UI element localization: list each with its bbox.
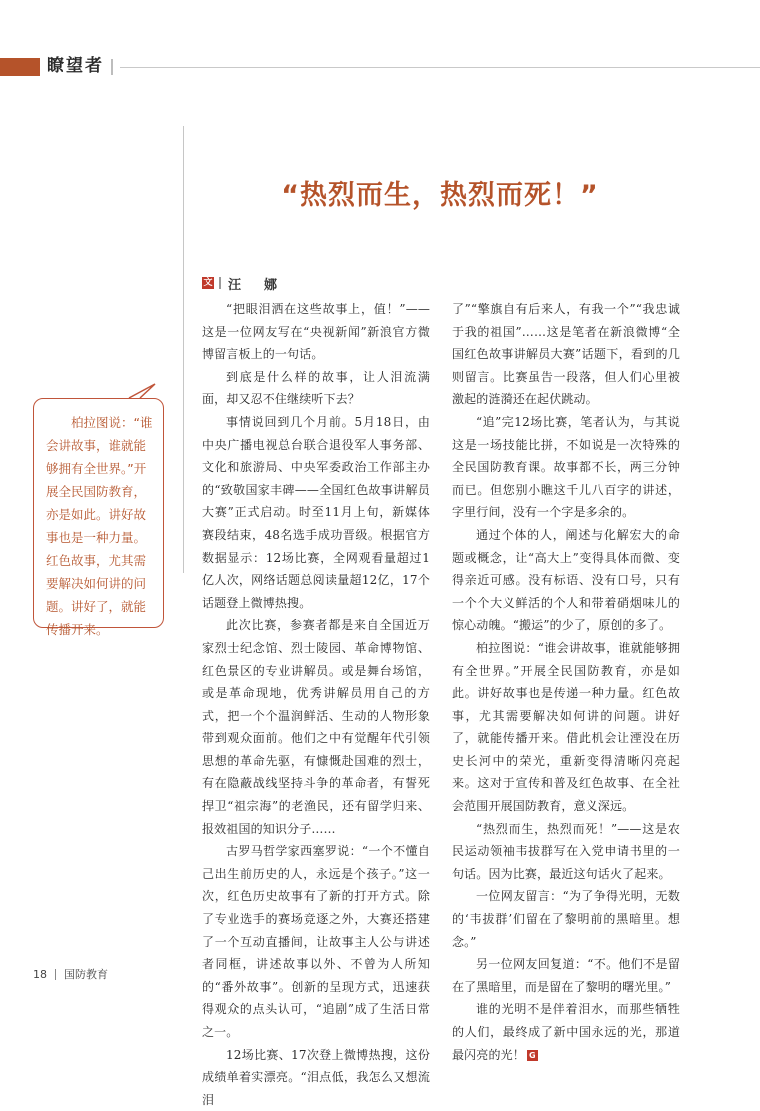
section-label: 瞭望者 xyxy=(47,56,104,76)
paragraph: 事情说回到几个月前。5月18日，由中央广播电视总台联合退役军人事务部、文化和旅游局、中央军委政治工作部主办的“致敬国家丰碑——全国红色故事讲解员大赛”正式启动。时至11月上旬，新媒体赛段结束，48名选手成功晋级。根据官方数据显示：12场比赛，全网观看量超过1亿人次，网络话题总阅读量超12亿，17个话题登上微博热搜。 xyxy=(202,414,430,610)
pull-quote-text: 柏拉图说：“谁会讲故事，谁就能够拥有全世界。”开展全民国防教育，亦是如此。讲好故事也是一种力量。红色故事，尤其需要解决如何讲的问题。讲好了，就能传播开来。 xyxy=(46,415,153,637)
paragraph: “追”完12场比赛，笔者认为，与其说这是一场技能比拼，不如说是一次特殊的全民国防教育课。故事都不长，两三分钟而已。但您别小瞧这千儿八百字的讲述，字里行间，没有一个字是多余的。 xyxy=(452,414,680,520)
paragraph: 到底是什么样的故事，让人泪流满面，却又忍不住继续听下去？ xyxy=(202,369,430,407)
paragraph: “热烈而生，热烈而死！”——这是农民运动领袖韦拔群写在入党申请书里的一句话。因为比赛，最近这句话火了起来。 xyxy=(452,821,680,881)
paragraph: 柏拉图说：“谁会讲故事，谁就能够拥有全世界。”开展全民国防教育，亦是如此。讲好故事也是传递一种力量。红色故事，尤其需要解决如何讲的问题。讲好了，就能传播开来。借此机会让湮没在历史长河中的荣光，重新变得清晰闪亮起来。这对于宣传和普及红色故事、在全社会范围开展国防教育，意义深远。 xyxy=(452,640,680,814)
pull-quote-box xyxy=(33,398,164,637)
paragraph: 另一位网友回复道：“不。他们不是留在了黑暗里，而是留在了黎明的曙光里。” xyxy=(452,957,680,994)
article-title: “热烈而生，热烈而死！” xyxy=(281,180,599,211)
paragraph: 一位网友留言：“为了争得光明，无数的‘韦拔群’们留在了黎明前的黑暗里。想念。” xyxy=(452,889,680,949)
article-column-right xyxy=(452,298,680,1066)
paragraph: 古罗马哲学家西塞罗说：“一个不懂自己出生前历史的人，永远是个孩子。”这一次，红色历史故事有了新的打开方式。除了专业选手的赛场竞逐之外，大赛还搭建了一个互动直播间，让故事主人公与讲述者同框，讲述故事以外、不曾为人所知的“番外故事”。创新的呈现方式，迅速获得观众的点头认可，“追剧”成了生活日常之一。 xyxy=(202,844,430,1039)
article-column-left xyxy=(202,298,430,1111)
paragraph: “把眼泪洒在这些故事上，值！”——这是一位网友写在“央视新闻”新浪官方微博留言板上的一句话。 xyxy=(202,302,430,362)
byline-separator xyxy=(219,277,221,289)
header-separator xyxy=(111,59,113,75)
paragraph-text: 谁的光明不是伴着泪水，而那些牺牲的人们，最终成了新中国永远的光，那道最闪亮的光！ xyxy=(452,1002,680,1062)
page-footer xyxy=(33,966,108,982)
author-icon: 文 xyxy=(203,278,213,288)
vertical-rule xyxy=(183,126,184,573)
paragraph: 此次比赛，参赛者都是来自全国近万家烈士纪念馆、烈士陵园、革命博物馆、红色景区的专业讲解员。或是舞台场馆，或是革命现地，优秀讲解员用自己的方式，把一个个温润鲜活、生动的人物形象带到观众面前。他们之中有觉醒年代引领思想的革命先驱，有慷慨赴国难的烈士，有在隐蔽战线坚持斗争的革命者，有誓死捍卫“祖宗海”的老渔民，还有留学归来、报效祖国的知识分子…… xyxy=(202,618,430,836)
header-accent-bar xyxy=(0,58,40,76)
byline xyxy=(202,274,282,292)
end-mark-icon: G xyxy=(527,1050,538,1061)
footer-separator xyxy=(55,969,56,980)
page-number: 18 xyxy=(33,967,47,981)
author-name: 汪 娜 xyxy=(228,277,283,293)
magazine-name: 国防教育 xyxy=(64,968,108,981)
paragraph: 12场比赛、17次登上微博热搜，这份成绩单着实漂亮。“泪点低，我怎么又想流泪 xyxy=(202,1047,430,1107)
header-rule xyxy=(120,67,760,68)
paragraph: 了”“擎旗自有后来人，有我一个”“我忠诚于我的祖国”……这是笔者在新浪微博“全国红色故事讲解员大赛”话题下，看到的几则留言。比赛虽告一段落，但人们心里被激起的涟漪还在起伏跳动。 xyxy=(452,302,680,407)
paragraph: 通过个体的人，阐述与化解宏大的命题或概念，让“高大上”变得具体而微、变得亲近可感。没有标语、没有口号，只有一个个大义鲜活的个人和带着硝烟味儿的惊心动魄。“搬运”的少了，原创的多了。 xyxy=(452,527,680,633)
final-paragraph xyxy=(452,998,680,1066)
